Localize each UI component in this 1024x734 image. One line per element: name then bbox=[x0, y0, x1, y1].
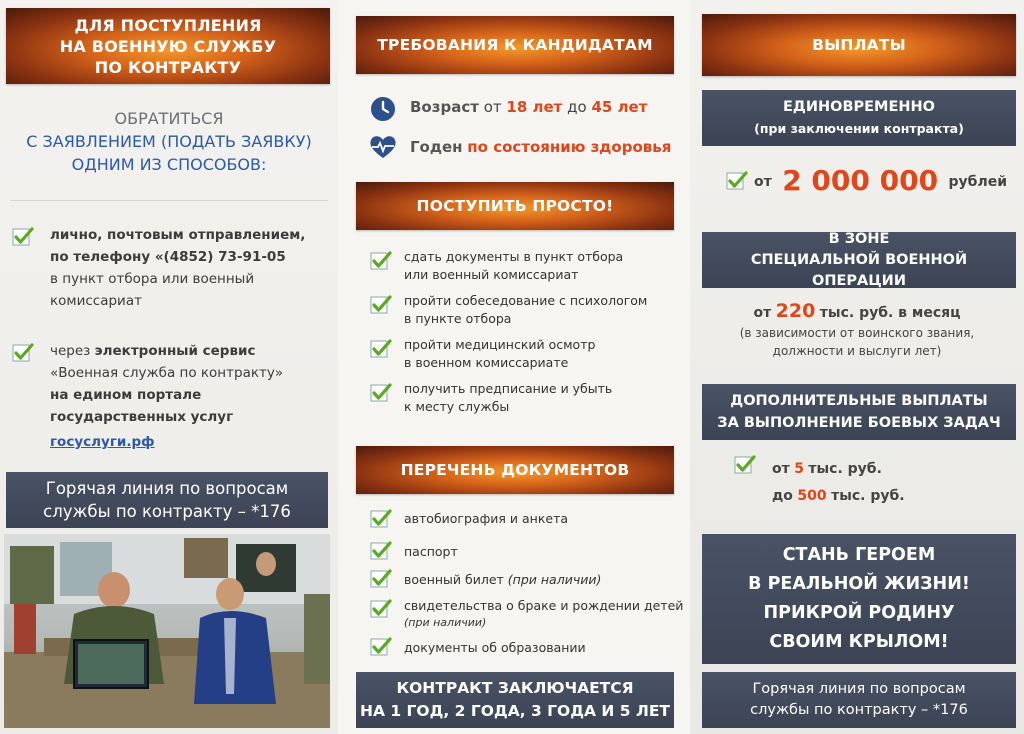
svo-amount-line bbox=[690, 300, 1024, 322]
way-line: комиссариат bbox=[50, 293, 142, 309]
step-line: к месту службы bbox=[404, 399, 510, 414]
way-line bbox=[50, 340, 332, 362]
checkmark-icon bbox=[370, 598, 392, 620]
svo-line: В ЗОНЕ bbox=[828, 230, 890, 247]
doc-note: (при наличии) bbox=[404, 616, 487, 629]
left-panel bbox=[0, 0, 338, 734]
slogan-line: В РЕАЛЬНОЙ ЖИЗНИ! bbox=[748, 574, 970, 594]
apply-line: ОДНИМ ИЗ СПОСОБОВ: bbox=[71, 155, 267, 174]
age-to: до bbox=[567, 98, 587, 116]
divider bbox=[10, 200, 328, 201]
contract-line: НА 1 ГОД, 2 ГОДА, 3 ГОДА И 5 ЛЕТ bbox=[359, 702, 671, 720]
extra-payment-range bbox=[772, 456, 905, 510]
service-header-line: ПО КОНТРАКТУ bbox=[94, 57, 242, 77]
slogan-line: СВОИМ КРЫЛОМ! bbox=[769, 632, 949, 652]
payments-header: ВЫПЛАТЫ bbox=[702, 14, 1016, 76]
checkmark-icon bbox=[370, 250, 392, 272]
apply-simple-header: ПОСТУПИТЬ ПРОСТО! bbox=[356, 182, 674, 230]
way-line: на едином портале bbox=[50, 387, 202, 403]
requirements-header: ТРЕБОВАНИЯ К КАНДИДАТАМ bbox=[356, 16, 674, 74]
doc-text: паспорт bbox=[404, 544, 458, 559]
step-item bbox=[404, 248, 623, 284]
recruitment-office-photo bbox=[4, 534, 330, 728]
way-line: государственных услуг bbox=[50, 409, 234, 425]
age-from: от bbox=[483, 98, 502, 116]
svo-payment bbox=[690, 300, 1024, 360]
step-line: в военном комиссариате bbox=[404, 355, 569, 370]
step-line: получить предписание и убыть bbox=[404, 381, 613, 396]
doc-text: автобиография и анкета bbox=[404, 511, 569, 526]
hotline-line: Горячая линия по вопросам bbox=[45, 479, 289, 498]
hotline-line: Горячая линия по вопросам bbox=[752, 681, 966, 697]
middle-panel bbox=[338, 0, 690, 734]
checkmark-icon bbox=[12, 226, 34, 248]
svo-note: (в зависимости от воинского звания, bbox=[739, 326, 975, 340]
checkmark-icon bbox=[370, 508, 392, 530]
age-label: Возраст bbox=[410, 98, 479, 116]
checkmark-icon bbox=[12, 342, 34, 364]
gosuslugi-link[interactable]: госуслуги.рф bbox=[50, 434, 155, 450]
svo-from: от bbox=[753, 305, 772, 321]
way-line: в пункт отбора или военный bbox=[50, 271, 255, 287]
extra-line: ЗА ВЫПОЛНЕНИЕ БОЕВЫХ ЗАДАЧ bbox=[717, 415, 1001, 431]
way-bold: электронный сервис bbox=[94, 343, 256, 359]
apply-line: С ЗАЯВЛЕНИЕМ (ПОДАТЬ ЗАЯВКУ) bbox=[26, 132, 312, 151]
lump-line: ЕДИНОВРЕМЕННО bbox=[783, 99, 935, 115]
lump-from: от bbox=[754, 174, 772, 190]
apply-way-in-person bbox=[50, 224, 330, 312]
extra-from-value: 5 bbox=[794, 461, 804, 477]
checkmark-icon bbox=[370, 338, 392, 360]
lump-sum-amount bbox=[754, 164, 1007, 197]
age-requirement bbox=[410, 98, 647, 116]
way-line: «Военная служба по контракту» bbox=[50, 365, 284, 381]
apply-instructions bbox=[0, 107, 338, 176]
step-line: в пункте отбора bbox=[404, 311, 512, 326]
service-header bbox=[6, 8, 330, 84]
doc-text: документы об образовании bbox=[404, 640, 586, 655]
slogan-banner bbox=[702, 534, 1016, 664]
checkmark-icon bbox=[370, 382, 392, 404]
step-line: пройти медицинский осмотр bbox=[404, 337, 596, 352]
checkmark-icon bbox=[726, 170, 748, 192]
doc-text: военный билет bbox=[404, 572, 504, 587]
age-from-value: 18 лет bbox=[506, 98, 563, 116]
extra-to: до bbox=[772, 488, 793, 504]
lump-unit: рублей bbox=[948, 174, 1007, 190]
photo-illustration bbox=[4, 534, 330, 728]
document-item bbox=[404, 571, 601, 589]
step-line: сдать документы в пункт отбора bbox=[404, 249, 624, 264]
document-item bbox=[404, 510, 568, 528]
hotline-line: службы по контракту – *176 bbox=[43, 502, 291, 521]
doc-text: свидетельства о браке и рождении детей bbox=[404, 598, 684, 613]
slogan-line: ПРИКРОЙ РОДИНУ bbox=[763, 603, 955, 623]
apply-way-online bbox=[50, 340, 332, 453]
right-panel bbox=[690, 0, 1024, 734]
doc-note: (при наличии) bbox=[507, 572, 602, 587]
heart-pulse-icon bbox=[368, 134, 398, 160]
extra-from: от bbox=[772, 461, 790, 477]
checkmark-icon bbox=[370, 540, 392, 562]
svo-note: должности и выслуги лет) bbox=[772, 344, 942, 358]
step-item bbox=[404, 336, 595, 372]
hotline-banner bbox=[6, 472, 328, 528]
svo-unit: тыс. руб. в месяц bbox=[819, 305, 961, 321]
lump-line: (при заключении контракта) bbox=[754, 121, 964, 136]
extra-to-unit: тыс. руб. bbox=[831, 488, 905, 504]
age-to-value: 45 лет bbox=[591, 98, 648, 116]
way-line: по телефону «(4852) 73-91-05 bbox=[50, 249, 286, 265]
step-line: или военный комиссариат bbox=[404, 267, 579, 282]
extra-to-value: 500 bbox=[797, 488, 827, 504]
step-item bbox=[404, 380, 612, 416]
lump-value: 2 000 000 bbox=[782, 164, 939, 197]
contract-footer bbox=[356, 672, 674, 728]
document-item bbox=[404, 597, 683, 631]
way-prefix: через bbox=[50, 343, 95, 359]
hotline-line: службы по контракту – *176 bbox=[750, 702, 968, 718]
extra-from-line bbox=[772, 456, 905, 483]
contract-line: КОНТРАКТ ЗАКЛЮЧАЕТСЯ bbox=[396, 679, 634, 697]
step-line: пройти собеседование с психологом bbox=[404, 293, 648, 308]
checkmark-icon bbox=[370, 568, 392, 590]
extra-payments-header bbox=[702, 384, 1016, 440]
svo-header bbox=[702, 232, 1016, 288]
document-item bbox=[404, 543, 458, 561]
health-label: Годен bbox=[410, 138, 463, 156]
hotline-banner bbox=[702, 672, 1016, 728]
apply-line: ОБРАТИТЬСЯ bbox=[114, 109, 224, 128]
extra-to-line bbox=[772, 483, 905, 510]
clock-icon bbox=[370, 96, 396, 122]
lump-sum-header bbox=[702, 90, 1016, 146]
checkmark-icon bbox=[370, 294, 392, 316]
checkmark-icon bbox=[734, 454, 756, 476]
health-requirement bbox=[410, 138, 671, 156]
way-line: лично, почтовым отправлением, bbox=[50, 227, 306, 243]
health-value: по состоянию здоровья bbox=[467, 138, 672, 156]
slogan-line: СТАНЬ ГЕРОЕМ bbox=[782, 545, 936, 565]
step-item bbox=[404, 292, 647, 328]
document-item bbox=[404, 639, 586, 657]
extra-from-unit: тыс. руб. bbox=[808, 461, 882, 477]
svo-line: СПЕЦИАЛЬНОЙ ВОЕННОЙ ОПЕРАЦИИ bbox=[750, 251, 968, 289]
service-header-line: ДЛЯ ПОСТУПЛЕНИЯ bbox=[74, 15, 262, 35]
checkmark-icon bbox=[370, 636, 392, 658]
svo-value: 220 bbox=[775, 300, 816, 322]
service-header-line: НА ВОЕННУЮ СЛУЖБУ bbox=[59, 36, 277, 56]
documents-header: ПЕРЕЧЕНЬ ДОКУМЕНТОВ bbox=[356, 446, 674, 494]
extra-line: ДОПОЛНИТЕЛЬНЫЕ ВЫПЛАТЫ bbox=[730, 393, 988, 409]
